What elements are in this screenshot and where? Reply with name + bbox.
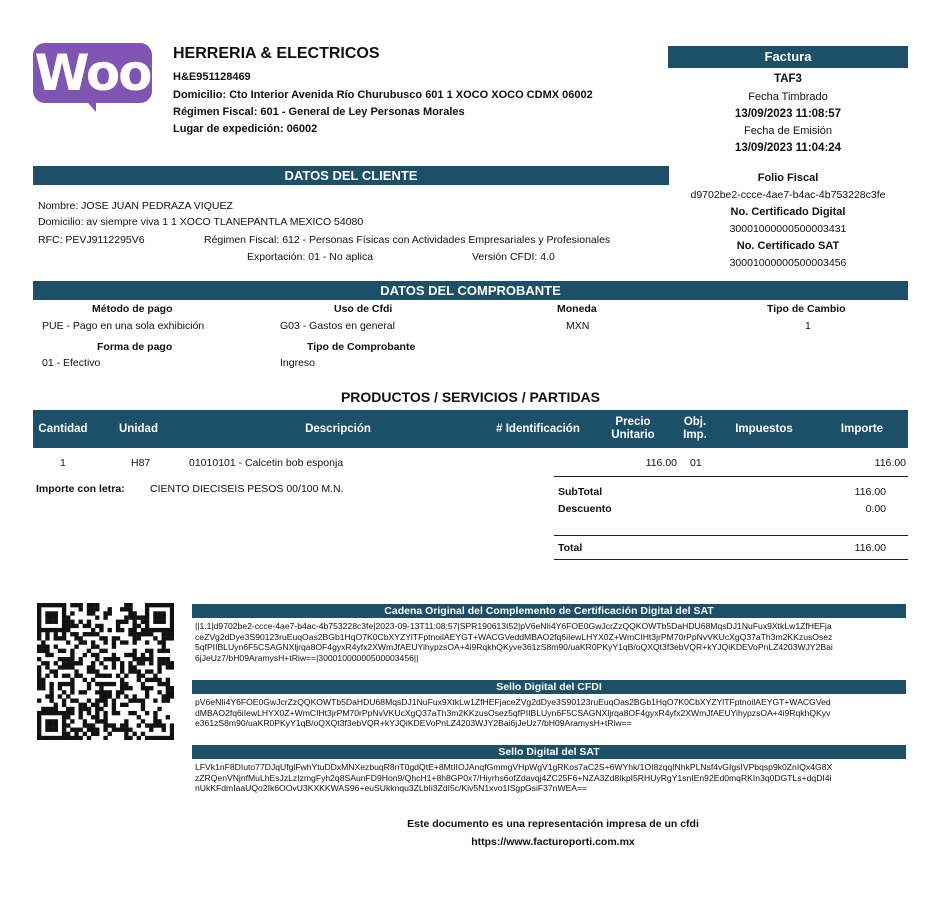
- qr-code-icon: [37, 603, 174, 740]
- forma-label: Forma de pago: [97, 341, 173, 353]
- row-unidad: H87: [131, 457, 151, 469]
- products-table-header: [33, 410, 908, 448]
- col-precio: [598, 410, 668, 448]
- issuer-regimen: Régimen Fiscal: 601 - General de Ley Personas Morales: [173, 106, 465, 118]
- folio-label: Folio Fiscal: [757, 172, 819, 184]
- invoice-serie: TAF3: [774, 73, 802, 85]
- issuer-address: Domicilio: Cto Interior Avenida Río Churubusco 601 1 XOCO XOCO CDMX 06002: [173, 89, 593, 101]
- client-version: Versión CFDI: 4.0: [472, 251, 555, 263]
- total-value: 116.00: [854, 542, 886, 554]
- importe-letra-label: Importe con letra:: [36, 483, 125, 495]
- cadena-header: Cadena Original del Complemento de Certificación Digital del SAT: [192, 604, 906, 618]
- metodo-label: Método de pago: [92, 303, 173, 315]
- sello-cfdi-header: Sello Digital del CFDI: [192, 680, 906, 694]
- cadena-text: ||1.1|d9702be2-ccce-4ae7-b4ac-4b753228c3fe|2023-09-13T11:08:57|SPR190613I52|pV6eNIi4Y6FOE0GwJcrZzQQKOWTb5DaHDU68MqsDJ1NuFux9XtkLw1ZfHEFjaceZVg2dDye3S90123ruEuqOas2BGb1HqO7K0CbXYZYlTFptnoilAEYGT+WACGVeddMBAO2fq6iIewLHYX0Z+WmCIHt3jrPM70rPpNvVKUcXgQ37aTh3m2KKzusOsez5qfPIIBLUyn6F5CSAGNXljrqa8OF4gyxR4yfx2XWmJfAEUYihypzsOA+4i9RqkhQKyve361zS8m90/uaKR0PKyY1qB/oQXQt3f3ebVQR+kYJQiKDEVoPnLZ4203WJY2Bai6jJeUz7/bH09AramysH+tRiw==|30001000000500003456||: [195, 621, 833, 663]
- uso-label: Uso de Cfdi: [334, 303, 393, 315]
- col-unidad: Unidad: [119, 422, 158, 435]
- products-title: PRODUCTOS / SERVICIOS / PARTIDAS: [340, 389, 601, 405]
- col-precio-line2: Unitario: [611, 429, 655, 441]
- descuento-label: Descuento: [558, 503, 612, 515]
- moneda-value: MXN: [566, 320, 590, 332]
- col-importe: Importe: [840, 422, 884, 435]
- issuer-lugar: Lugar de expedición: 06002: [173, 123, 318, 135]
- tipo-comp-value: Ingreso: [280, 357, 316, 369]
- forma-value: 01 - Efectivo: [42, 357, 101, 369]
- col-identificacion: # Identificación: [496, 422, 580, 435]
- tipo-cambio-value: 1: [805, 320, 811, 332]
- row-precio: 116.00: [645, 457, 677, 469]
- importe-letra-value: CIENTO DIECISEIS PESOS 00/100 M.N.: [150, 483, 344, 495]
- issuer-rfc: H&E951128469: [173, 71, 251, 83]
- col-obj: [675, 410, 715, 448]
- issuer-name: HERRERIA & ELECTRICOS: [173, 45, 380, 62]
- cert-digital: 30001000000500003431: [729, 223, 847, 235]
- row-importe: 116.00: [874, 457, 906, 469]
- footer-url: https://www.facturoporti.com.mx: [471, 836, 635, 848]
- logo-text: Woo: [34, 44, 151, 102]
- sello-sat-text: LFVk1nF8DIuto77DJqUfglFwhYtuDDxMNXezbuqR8nT0gdQtE+8MtIIOJAnqfGmmgVHpWgV1gRKos7aC2S+6WYhk/1OI8zqqINhkPLNsf4vGIgsIVPbqsp9k0ZnIQx4G8XzZRQenVNjnfMuLhEsJzLzIzmgFyh2q8SAunFD9Hon9/QhcH1+8h8GP0x7/Hiyrhs6ofZdavqj4ZC25F6+NZA3Zd8IkpI5RHUyRgY1snIEn92Ed0mqRKIn3q0DGTLs+dqDI4inUkKFdmIaaUQo2Ik6OOvU3KXKKWAS96+euSUkknqu3ZLbIi3ZdI5c/Kiv5N1xvo1ISgpGsiF37nWEA==: [195, 762, 833, 793]
- fecha-timbrado-label: Fecha Timbrado: [748, 91, 828, 103]
- totals-mid-rule: [554, 535, 908, 536]
- col-obj-line2: Imp.: [683, 429, 707, 441]
- cert-digital-label: No. Certificado Digital: [730, 206, 846, 218]
- descuento-value: 0.00: [865, 503, 886, 515]
- totals-bottom-rule: [554, 559, 908, 560]
- col-cantidad: Cantidad: [38, 422, 88, 435]
- sello-sat-header: Sello Digital del SAT: [192, 745, 906, 759]
- client-header: DATOS DEL CLIENTE: [33, 166, 669, 185]
- col-obj-line1: Obj.: [683, 416, 707, 428]
- sello-cfdi-text: pV6eNIi4Y6FOE0GwJcrZzQQKOWTb5DaHDU68MqsDJ1NuFux9XtkLw1ZfHEFjaceZVg2dDye3S90123ruEuqOas2BGb1HqO7K0CbXYZYlTFptnoilAEYGT+WACGVeddMBAO2fq6iIewLHYX0Z+WmCIHt3jrPM70rPpNvVKUcXgQ37aTh3m2KKzusOsez5qfPIIBLUyn6F5CSAGNXljrqa8OF4gyxR4yfx2XWmJfAEUYihypzsOA+4i9RqkhQKyve361zS8m90/uaKR0PKyY1qB/oQXQt3f3ebVQR+kYJQiKDEVoPnLZ4203WJY2Bai6jJeUz7/bH09AramysH+tRiw==: [195, 697, 831, 728]
- row-obj: 01: [690, 457, 702, 469]
- cert-sat: 30001000000500003456: [729, 257, 847, 269]
- tipo-comp-label: Tipo de Comprobante: [307, 341, 416, 353]
- client-rfc: RFC: PEVJ9112295V6: [38, 234, 145, 246]
- comprobante-header: DATOS DEL COMPROBANTE: [33, 281, 908, 300]
- total-label: Total: [558, 542, 583, 554]
- tipo-cambio-label: Tipo de Cambio: [767, 303, 846, 315]
- footer-line1: Este documento es una representación impresa de un cfdi: [407, 818, 699, 830]
- fecha-emision: 13/09/2023 11:04:24: [734, 142, 842, 154]
- col-precio-line1: Precio: [615, 416, 651, 428]
- client-regimen: Régimen Fiscal: 612 - Personas Físicas con Actividades Empresariales y Profesionales: [204, 234, 611, 246]
- totals-top-rule: [554, 476, 908, 477]
- subtotal-label: SubTotal: [558, 486, 603, 498]
- moneda-label: Moneda: [557, 303, 597, 315]
- invoice-header: Factura: [668, 46, 908, 68]
- client-address: Domicilio: av siempre viva 1 1 XOCO TLANEPANTLA MEXICO 54080: [38, 216, 364, 228]
- row-descripcion: 01010101 - Calcetin bob esponja: [189, 457, 344, 469]
- cert-sat-label: No. Certificado SAT: [736, 240, 840, 252]
- client-exportacion: Exportación: 01 - No aplica: [247, 251, 374, 263]
- metodo-value: PUE - Pago en una sola exhibición: [42, 320, 205, 332]
- uso-value: G03 - Gastos en general: [280, 320, 395, 332]
- subtotal-value: 116.00: [854, 486, 886, 498]
- row-cantidad: 1: [60, 457, 66, 469]
- col-descripcion: Descripción: [305, 422, 371, 435]
- client-name: Nombre: JOSE JUAN PEDRAZA VIQUEZ: [38, 200, 233, 212]
- fecha-emision-label: Fecha de Emisión: [743, 125, 833, 137]
- col-impuestos: Impuestos: [735, 422, 793, 435]
- fecha-timbrado: 13/09/2023 11:08:57: [734, 108, 842, 120]
- folio-fiscal: d9702be2-ccce-4ae7-b4ac-4b753228c3fe: [690, 189, 886, 201]
